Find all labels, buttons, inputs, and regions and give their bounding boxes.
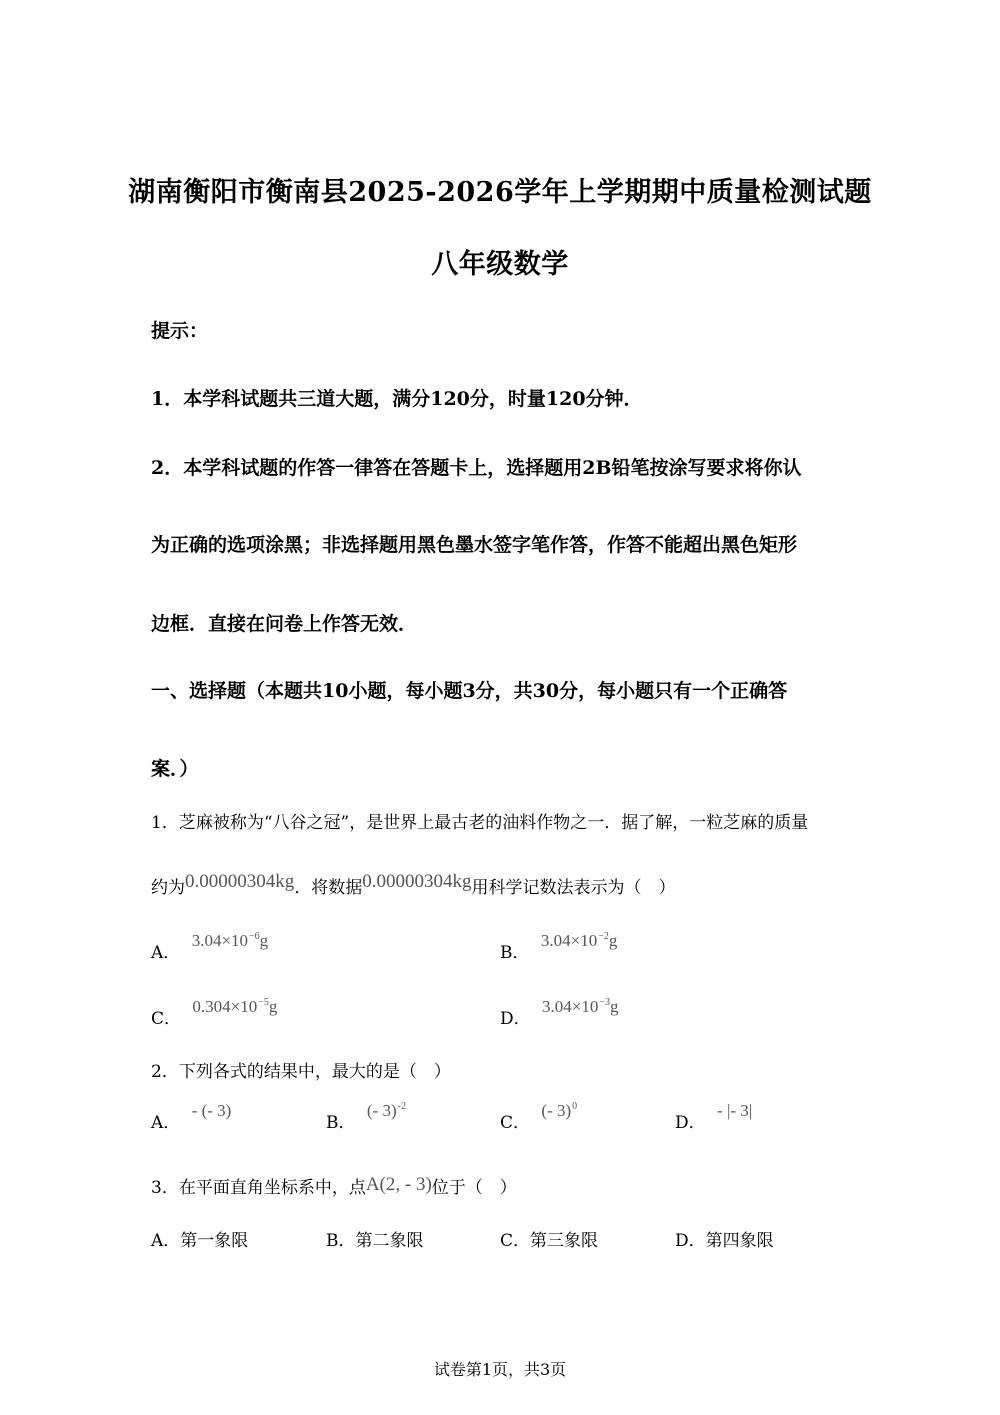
option-label: D． <box>675 1231 706 1251</box>
q3-line-post: 位于（ ） <box>431 1178 517 1198</box>
option-math: $0.304\times 10^{-5}g$ <box>192 997 278 1016</box>
option-math: $3.04\times 10^{-3}g$ <box>542 997 619 1016</box>
q2-option-c <box>500 1101 578 1133</box>
option-text: 第四象限 <box>705 1231 774 1251</box>
q1-line-2 <box>151 873 676 899</box>
q3-option-a <box>151 1226 248 1251</box>
option-label: C． <box>500 1113 531 1133</box>
option-math: (- 3)$^0$ <box>541 1101 578 1120</box>
option-label: A． <box>151 943 181 963</box>
option-label: B． <box>326 1231 356 1251</box>
q1-option-c <box>151 997 278 1029</box>
option-label: C． <box>151 1009 182 1029</box>
option-label: C． <box>500 1231 531 1251</box>
option-label: A． <box>151 1231 181 1251</box>
q1-value-1: 0.00000304kg <box>185 871 295 892</box>
q3-option-b <box>326 1226 424 1251</box>
q1-line-1: 1．芝麻被称为“八谷之冠”，是世界上最古老的油料作物之一．据了解，一粒芝麻的质量 <box>151 813 809 833</box>
q3-option-c <box>500 1226 598 1251</box>
option-label: D． <box>500 1009 531 1029</box>
q1-line-2-pre: 约为 <box>151 878 185 898</box>
option-math: - (- 3) <box>191 1101 232 1120</box>
q1-option-b <box>500 931 618 963</box>
q2-line: 2．下列各式的结果中，最大的是（ ） <box>151 1062 451 1082</box>
option-text: 第二象限 <box>355 1231 424 1251</box>
q3-option-d <box>675 1226 774 1251</box>
q1-option-a <box>151 931 269 963</box>
q1-option-d <box>500 997 619 1029</box>
section-heading-a: 一、选择题（本题共10小题，每小题3分，共30分，每小题只有一个正确答 <box>151 680 788 702</box>
tips-heading: 提示： <box>151 320 209 342</box>
option-math: - |- 3| <box>717 1101 753 1120</box>
option-label: D． <box>675 1113 706 1133</box>
q1-line-2-mid: ．将数据 <box>294 878 363 898</box>
option-math: $3.04\times 10^{-2}g$ <box>540 931 618 950</box>
q1-line-2-post: 用科学记数法表示为（ ） <box>471 878 676 898</box>
option-text: 第三象限 <box>530 1231 599 1251</box>
q3-line-pre: 3．在平面直角坐标系中，点 <box>151 1178 366 1198</box>
option-math: $3.04\times 10^{-6}g$ <box>191 931 269 950</box>
option-label: A． <box>151 1113 181 1133</box>
option-math: (- 3)$^{-2}$ <box>366 1101 406 1120</box>
q1-value-2: 0.00000304kg <box>362 871 472 892</box>
section-heading-b: 案．） <box>151 758 199 780</box>
q2-option-a <box>151 1101 232 1133</box>
tips-line-1: 1．本学科试题共三道大题，满分120分，时量120分钟． <box>151 388 643 410</box>
q3-line <box>151 1173 517 1199</box>
option-label: B． <box>500 943 530 963</box>
tips-line-2b: 为正确的选项涂黑；非选择题用黑色墨水签字笔作答，作答不能超出黑色矩形 <box>151 534 798 556</box>
tips-line-2c: 边框．直接在问卷上作答无效． <box>151 613 418 635</box>
tips-line-2a: 2．本学科试题的作答一律答在答题卡上，选择题用2B铅笔按涂写要求将你认 <box>151 457 802 479</box>
q2-option-b <box>326 1101 406 1133</box>
q3-point: A(2, - 3) <box>365 1174 432 1195</box>
option-text: 第一象限 <box>180 1231 249 1251</box>
page-subtitle: 八年级数学 <box>431 249 569 280</box>
q2-option-d <box>675 1101 753 1133</box>
page-title: 湖南衡阳市衡南县2025-2026学年上学期期中质量检测试题 <box>128 177 872 208</box>
option-label: B． <box>326 1113 356 1133</box>
page-footer: 试卷第1页，共3页 <box>433 1360 567 1379</box>
